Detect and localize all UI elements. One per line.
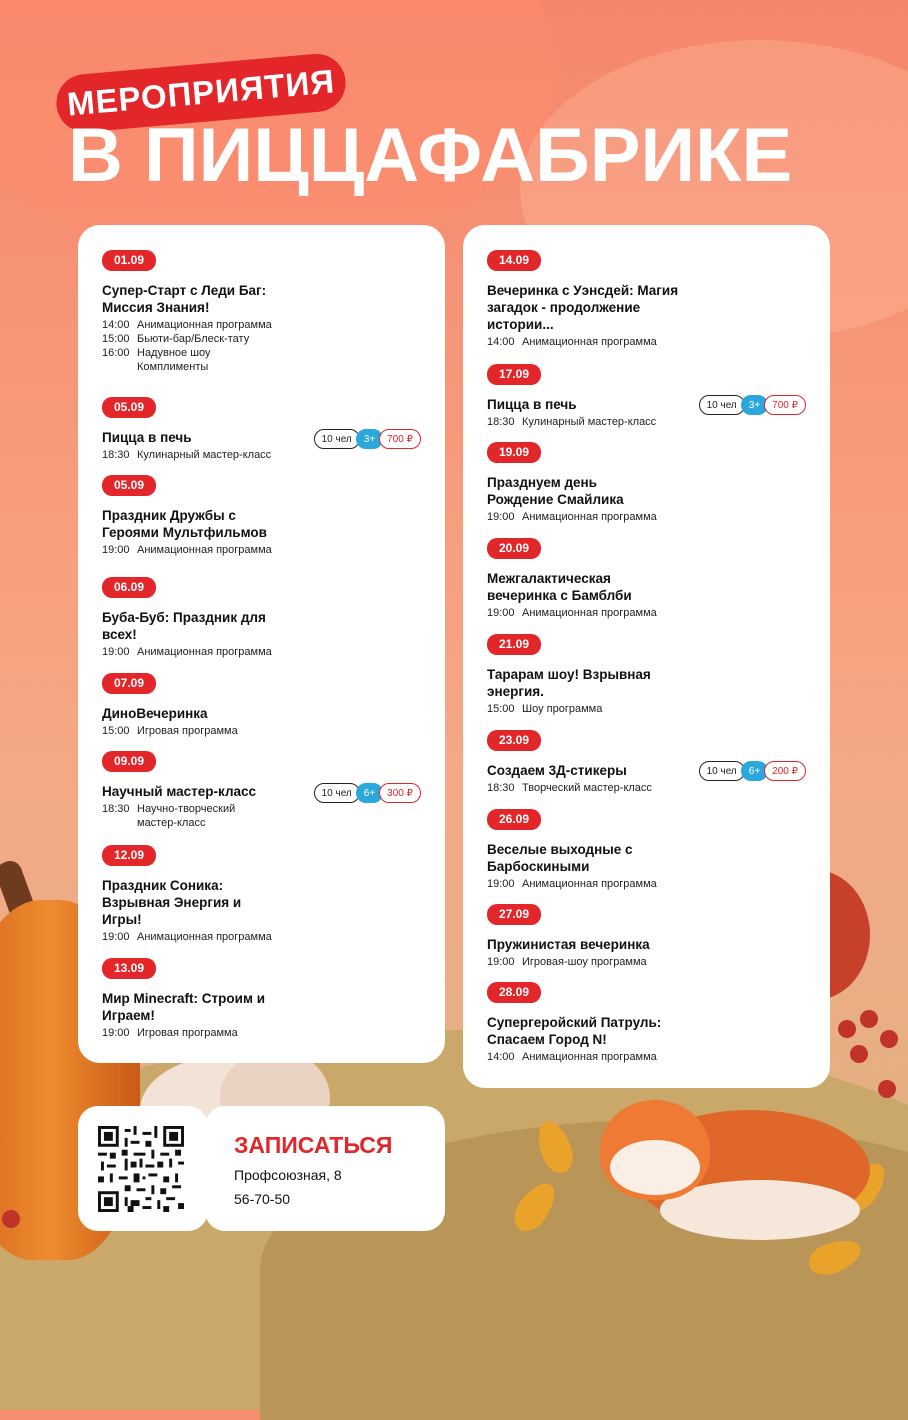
event-time: 19:00 bbox=[487, 878, 515, 890]
event-date-badge: 20.09 bbox=[487, 538, 541, 559]
event-title: Межгалактическая вечеринка с Бамблби bbox=[487, 571, 632, 603]
event-item bbox=[487, 634, 817, 716]
people-count-pill: 10 чел bbox=[314, 429, 360, 449]
event-time: 14:00 bbox=[487, 336, 515, 348]
event-date-badge: 05.09 bbox=[102, 397, 156, 418]
event-schedule-row bbox=[102, 802, 432, 830]
event-time: 19:00 bbox=[102, 646, 130, 658]
event-date-badge: 27.09 bbox=[487, 904, 541, 925]
event-info-pills bbox=[699, 395, 806, 415]
event-time: 15:00 bbox=[487, 703, 515, 715]
event-time: 18:30 bbox=[487, 416, 515, 428]
event-description: Игровая программа bbox=[137, 1027, 238, 1039]
event-time: 15:00 bbox=[102, 333, 130, 345]
address-text: Профсоюзная, 8 bbox=[234, 1167, 342, 1183]
age-pill: 3+ bbox=[741, 395, 768, 415]
page-title: В ПИЦЦАФАБРИКЕ bbox=[68, 113, 793, 198]
event-description: Анимационная программа bbox=[137, 319, 272, 331]
age-pill: 6+ bbox=[741, 761, 768, 781]
event-date-badge: 09.09 bbox=[102, 751, 156, 772]
event-date-badge: 23.09 bbox=[487, 730, 541, 751]
events-card-left bbox=[78, 225, 445, 1063]
event-item bbox=[102, 475, 432, 557]
event-title: Пружинистая вечеринка bbox=[487, 937, 650, 952]
people-count-pill: 10 чел bbox=[314, 783, 360, 803]
berry-illustration bbox=[838, 1020, 856, 1038]
event-title: Вечеринка с Уэнсдей: Магия загадок - продолжение истории... bbox=[487, 283, 679, 332]
berry-illustration bbox=[880, 1030, 898, 1048]
event-description: Кулинарный мастер-класс bbox=[137, 449, 272, 461]
event-schedule-row bbox=[487, 1050, 817, 1064]
event-title: Праздник Соника: Взрывная Энергия и Игры! bbox=[102, 878, 242, 927]
event-item bbox=[487, 538, 817, 620]
event-description: Анимационная программа bbox=[522, 1051, 657, 1063]
event-description: Анимационная программа bbox=[137, 931, 272, 943]
phone-number[interactable]: 56-70-50 bbox=[234, 1191, 291, 1207]
event-description: Кулинарный мастер-класс bbox=[522, 416, 657, 428]
events-card-right bbox=[463, 225, 830, 1088]
event-date-badge: 19.09 bbox=[487, 442, 541, 463]
event-time: 16:00 bbox=[102, 347, 130, 359]
event-title: Мир Minecraft: Строим и Играем! bbox=[102, 991, 265, 1023]
event-date-badge: 12.09 bbox=[102, 845, 156, 866]
event-schedule-row bbox=[487, 781, 817, 795]
people-count-pill: 10 чел bbox=[699, 395, 745, 415]
event-info-pills bbox=[314, 783, 421, 803]
event-schedule-row bbox=[102, 346, 432, 374]
event-date-badge: 26.09 bbox=[487, 809, 541, 830]
berry-illustration bbox=[850, 1045, 868, 1063]
event-item bbox=[102, 577, 432, 659]
event-description: Анимационная программа bbox=[522, 607, 657, 619]
event-info-pills bbox=[314, 429, 421, 449]
price-pill: 700 ₽ bbox=[379, 429, 421, 449]
event-schedule-row bbox=[102, 645, 432, 659]
event-description: Научно-творческий мастер-класс bbox=[137, 803, 236, 829]
event-item bbox=[487, 904, 817, 969]
event-description: Надувное шоу Комплименты bbox=[137, 347, 211, 373]
people-count-pill: 10 чел bbox=[699, 761, 745, 781]
event-title: ДиноВечеринка bbox=[102, 706, 208, 721]
event-date-badge: 07.09 bbox=[102, 673, 156, 694]
event-time: 19:00 bbox=[487, 607, 515, 619]
event-time: 14:00 bbox=[487, 1051, 515, 1063]
event-date-badge: 28.09 bbox=[487, 982, 541, 1003]
price-pill: 300 ₽ bbox=[379, 783, 421, 803]
event-title: Буба-Буб: Праздник для всех! bbox=[102, 610, 266, 642]
event-schedule-row bbox=[102, 332, 432, 346]
event-schedule-row bbox=[487, 335, 817, 349]
event-item bbox=[487, 442, 817, 524]
price-pill: 700 ₽ bbox=[764, 395, 806, 415]
event-time: 18:30 bbox=[102, 449, 130, 461]
event-item bbox=[487, 982, 817, 1064]
fox-face bbox=[610, 1140, 700, 1195]
event-time: 19:00 bbox=[487, 511, 515, 523]
event-date-badge: 05.09 bbox=[102, 475, 156, 496]
event-description: Анимационная программа bbox=[522, 878, 657, 890]
event-description: Игровая программа bbox=[137, 725, 238, 737]
event-title: Веселые выходные с Барбоскиными bbox=[487, 842, 633, 874]
event-schedule-row bbox=[102, 930, 432, 944]
event-description: Творческий мастер-класс bbox=[522, 782, 652, 794]
berry-illustration bbox=[878, 1080, 896, 1098]
signup-card[interactable] bbox=[205, 1106, 445, 1231]
event-title: Тарарам шоу! Взрывная энергия. bbox=[487, 667, 651, 699]
event-item bbox=[487, 250, 817, 349]
event-description: Шоу программа bbox=[522, 703, 603, 715]
event-description: Анимационная программа bbox=[522, 511, 657, 523]
event-date-badge: 21.09 bbox=[487, 634, 541, 655]
event-time: 18:30 bbox=[102, 803, 130, 815]
event-title: Пицца в печь bbox=[487, 397, 577, 412]
event-title: Супергеройский Патруль: Спасаем Город N! bbox=[487, 1015, 662, 1047]
event-title: Пицца в печь bbox=[102, 430, 192, 445]
event-description: Анимационная программа bbox=[137, 646, 272, 658]
signup-button[interactable]: ЗАПИСАТЬСЯ bbox=[234, 1132, 393, 1158]
event-schedule-row bbox=[102, 448, 432, 462]
event-schedule-row bbox=[102, 724, 432, 738]
event-title: Создаем 3Д-стикеры bbox=[487, 763, 627, 778]
event-time: 15:00 bbox=[102, 725, 130, 737]
event-schedule-row bbox=[487, 702, 817, 716]
event-schedule-row bbox=[102, 543, 432, 557]
event-description: Бьюти-бар/Блеск-тату bbox=[137, 333, 250, 345]
event-item bbox=[102, 673, 432, 738]
qr-code-icon[interactable] bbox=[98, 1126, 184, 1212]
event-time: 19:00 bbox=[102, 544, 130, 556]
event-info-pills bbox=[699, 761, 806, 781]
event-title: Супер-Старт с Леди Баг: Миссия Знания! bbox=[102, 283, 267, 315]
event-time: 19:00 bbox=[102, 931, 130, 943]
event-date-badge: 14.09 bbox=[487, 250, 541, 271]
event-item bbox=[102, 845, 432, 944]
event-schedule-row bbox=[487, 510, 817, 524]
event-schedule-row bbox=[102, 1026, 432, 1040]
event-time: 14:00 bbox=[102, 319, 130, 331]
event-title: Праздник Дружбы с Героями Мультфильмов bbox=[102, 508, 267, 540]
event-item bbox=[487, 809, 817, 891]
fox-illustration bbox=[600, 1090, 870, 1240]
age-pill: 6+ bbox=[356, 783, 383, 803]
event-date-badge: 17.09 bbox=[487, 364, 541, 385]
event-time: 19:00 bbox=[487, 956, 515, 968]
event-title: Празднуем день Рождение Смайлика bbox=[487, 475, 624, 507]
berry-illustration bbox=[2, 1210, 20, 1228]
event-description: Анимационная программа bbox=[522, 336, 657, 348]
header-badge-label: МЕРОПРИЯТИЯ bbox=[65, 62, 337, 123]
berry-illustration bbox=[860, 1010, 878, 1028]
price-pill: 200 ₽ bbox=[764, 761, 806, 781]
event-schedule-row bbox=[487, 877, 817, 891]
event-description: Анимационная программа bbox=[137, 544, 272, 556]
age-pill: 3+ bbox=[356, 429, 383, 449]
event-schedule-row bbox=[487, 415, 817, 429]
event-title: Научный мастер-класс bbox=[102, 784, 257, 799]
event-time: 18:30 bbox=[487, 782, 515, 794]
event-date-badge: 13.09 bbox=[102, 958, 156, 979]
event-schedule-row bbox=[487, 955, 817, 969]
event-item bbox=[102, 958, 432, 1040]
event-item bbox=[102, 250, 432, 374]
event-description: Игровая-шоу программа bbox=[522, 956, 647, 968]
event-time: 19:00 bbox=[102, 1027, 130, 1039]
event-date-badge: 01.09 bbox=[102, 250, 156, 271]
event-date-badge: 06.09 bbox=[102, 577, 156, 598]
qr-code-card[interactable] bbox=[78, 1106, 208, 1231]
event-schedule-row bbox=[487, 606, 817, 620]
event-schedule-row bbox=[102, 318, 432, 332]
